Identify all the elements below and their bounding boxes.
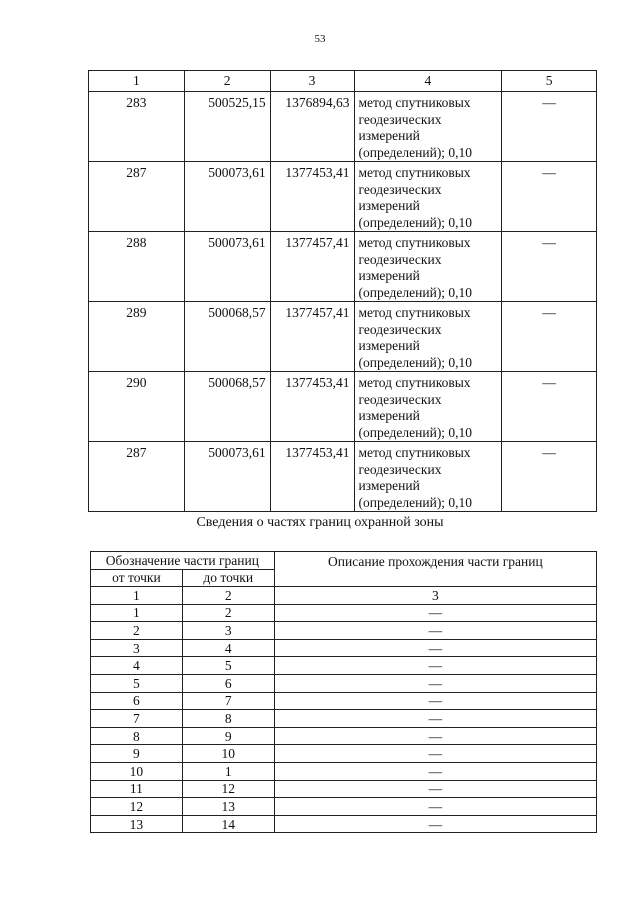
column-5-cell: — — [502, 92, 597, 162]
to-point-cell: 4 — [182, 639, 274, 657]
method-cell — [354, 162, 502, 232]
coordinates-table — [88, 70, 597, 512]
point-number-cell: 288 — [89, 232, 185, 302]
to-point-cell: 3 — [182, 622, 274, 640]
point-number-cell: 283 — [89, 92, 185, 162]
method-line: метод спутниковых — [358, 235, 471, 250]
to-point-cell: 1 — [182, 762, 274, 780]
y-coordinate-cell: 1377453,41 — [270, 372, 354, 442]
method-line: геодезических — [358, 111, 442, 127]
method-line: измерений — [358, 338, 420, 353]
description-cell: — — [274, 727, 596, 745]
method-line: (определений); 0,10 — [358, 354, 473, 370]
method-line: метод спутниковых — [358, 165, 471, 180]
column-number-header: 4 — [354, 71, 502, 92]
table-row — [91, 745, 597, 763]
page-number: 53 — [314, 33, 326, 45]
y-coordinate-cell: 1376894,63 — [270, 92, 354, 162]
from-point-cell: 9 — [91, 745, 183, 763]
section-title: Сведения о частях границ охранной зоны — [196, 515, 444, 530]
description-cell: — — [274, 692, 596, 710]
method-line: метод спутниковых — [358, 95, 471, 110]
point-number-cell: 290 — [89, 372, 185, 442]
table-row — [91, 639, 597, 657]
boundary-parts-table — [90, 551, 597, 833]
description-cell: — — [274, 745, 596, 763]
table-row — [89, 92, 597, 162]
to-point-cell: 13 — [182, 798, 274, 816]
y-coordinate-cell: 1377453,41 — [270, 162, 354, 232]
description-cell: — — [274, 710, 596, 728]
table-row — [89, 162, 597, 232]
column-number-cell: 2 — [182, 587, 274, 605]
from-point-cell: 4 — [91, 657, 183, 675]
from-point-cell: 6 — [91, 692, 183, 710]
description-cell: — — [274, 798, 596, 816]
description-cell: — — [274, 604, 596, 622]
table-row — [91, 762, 597, 780]
point-number-cell: 287 — [89, 162, 185, 232]
from-point-cell: 12 — [91, 798, 183, 816]
to-point-cell: 7 — [182, 692, 274, 710]
column-number-cell: 1 — [91, 587, 183, 605]
method-line: геодезических — [358, 181, 442, 197]
table-row — [91, 815, 597, 833]
table-row — [89, 232, 597, 302]
description-cell: — — [274, 639, 596, 657]
column-number-row — [91, 587, 597, 605]
method-line: измерений — [358, 268, 420, 283]
y-coordinate-cell: 1377453,41 — [270, 442, 354, 512]
from-point-cell: 10 — [91, 762, 183, 780]
to-point-header: до точки — [182, 570, 274, 587]
x-coordinate-cell: 500525,15 — [184, 92, 270, 162]
method-line: метод спутниковых — [358, 375, 471, 390]
column-number-header: 5 — [502, 71, 597, 92]
description-cell: — — [274, 815, 596, 833]
from-point-header: от точки — [91, 570, 183, 587]
x-coordinate-cell: 500068,57 — [184, 302, 270, 372]
description-cell: — — [274, 780, 596, 798]
description-cell: — — [274, 674, 596, 692]
method-cell — [354, 232, 502, 302]
table-row — [91, 657, 597, 675]
table-row — [89, 372, 597, 442]
from-point-cell: 3 — [91, 639, 183, 657]
to-point-cell: 14 — [182, 815, 274, 833]
point-number-cell: 289 — [89, 302, 185, 372]
method-cell — [354, 92, 502, 162]
from-point-cell: 5 — [91, 674, 183, 692]
to-point-cell: 10 — [182, 745, 274, 763]
from-point-cell: 13 — [91, 815, 183, 833]
designation-header: Обозначение части границ — [91, 552, 275, 570]
column-number-header: 1 — [89, 71, 185, 92]
column-5-cell: — — [502, 302, 597, 372]
from-point-cell: 7 — [91, 710, 183, 728]
table-row — [91, 710, 597, 728]
x-coordinate-cell: 500068,57 — [184, 372, 270, 442]
method-cell — [354, 302, 502, 372]
method-line: геодезических — [358, 321, 442, 337]
x-coordinate-cell: 500073,61 — [184, 162, 270, 232]
description-header: Описание прохождения части границ — [274, 552, 596, 587]
from-point-cell: 2 — [91, 622, 183, 640]
table-row — [91, 692, 597, 710]
to-point-cell: 8 — [182, 710, 274, 728]
from-point-cell: 8 — [91, 727, 183, 745]
method-line: геодезических — [358, 391, 442, 407]
table-row — [91, 674, 597, 692]
method-line: геодезических — [358, 461, 442, 477]
table-row — [91, 604, 597, 622]
method-cell — [354, 372, 502, 442]
table-row — [91, 798, 597, 816]
description-cell: — — [274, 657, 596, 675]
coordinates-header-row — [89, 71, 597, 92]
table-row — [91, 622, 597, 640]
method-line: (определений); 0,10 — [358, 144, 473, 160]
y-coordinate-cell: 1377457,41 — [270, 302, 354, 372]
column-5-cell: — — [502, 372, 597, 442]
method-cell — [354, 442, 502, 512]
x-coordinate-cell: 500073,61 — [184, 232, 270, 302]
point-number-cell: 287 — [89, 442, 185, 512]
method-line: измерений — [358, 408, 420, 423]
method-line: метод спутниковых — [358, 445, 471, 460]
column-5-cell: — — [502, 442, 597, 512]
method-line: измерений — [358, 198, 420, 213]
from-point-cell: 1 — [91, 604, 183, 622]
column-5-cell: — — [502, 232, 597, 302]
method-line: (определений); 0,10 — [358, 284, 473, 300]
method-line: измерений — [358, 128, 420, 143]
method-line: (определений); 0,10 — [358, 424, 473, 440]
method-line: (определений); 0,10 — [358, 214, 473, 230]
from-point-cell: 11 — [91, 780, 183, 798]
table-row — [91, 727, 597, 745]
column-number-header: 3 — [270, 71, 354, 92]
table-row — [89, 302, 597, 372]
y-coordinate-cell: 1377457,41 — [270, 232, 354, 302]
to-point-cell: 9 — [182, 727, 274, 745]
to-point-cell: 6 — [182, 674, 274, 692]
column-number-header: 2 — [184, 71, 270, 92]
method-line: геодезических — [358, 251, 442, 267]
description-cell: — — [274, 762, 596, 780]
method-line: (определений); 0,10 — [358, 494, 473, 510]
to-point-cell: 12 — [182, 780, 274, 798]
table-row — [89, 442, 597, 512]
to-point-cell: 2 — [182, 604, 274, 622]
description-cell: — — [274, 622, 596, 640]
method-line: измерений — [358, 478, 420, 493]
table-row — [91, 780, 597, 798]
column-number-cell: 3 — [274, 587, 596, 605]
to-point-cell: 5 — [182, 657, 274, 675]
column-5-cell: — — [502, 162, 597, 232]
method-line: метод спутниковых — [358, 305, 471, 320]
x-coordinate-cell: 500073,61 — [184, 442, 270, 512]
